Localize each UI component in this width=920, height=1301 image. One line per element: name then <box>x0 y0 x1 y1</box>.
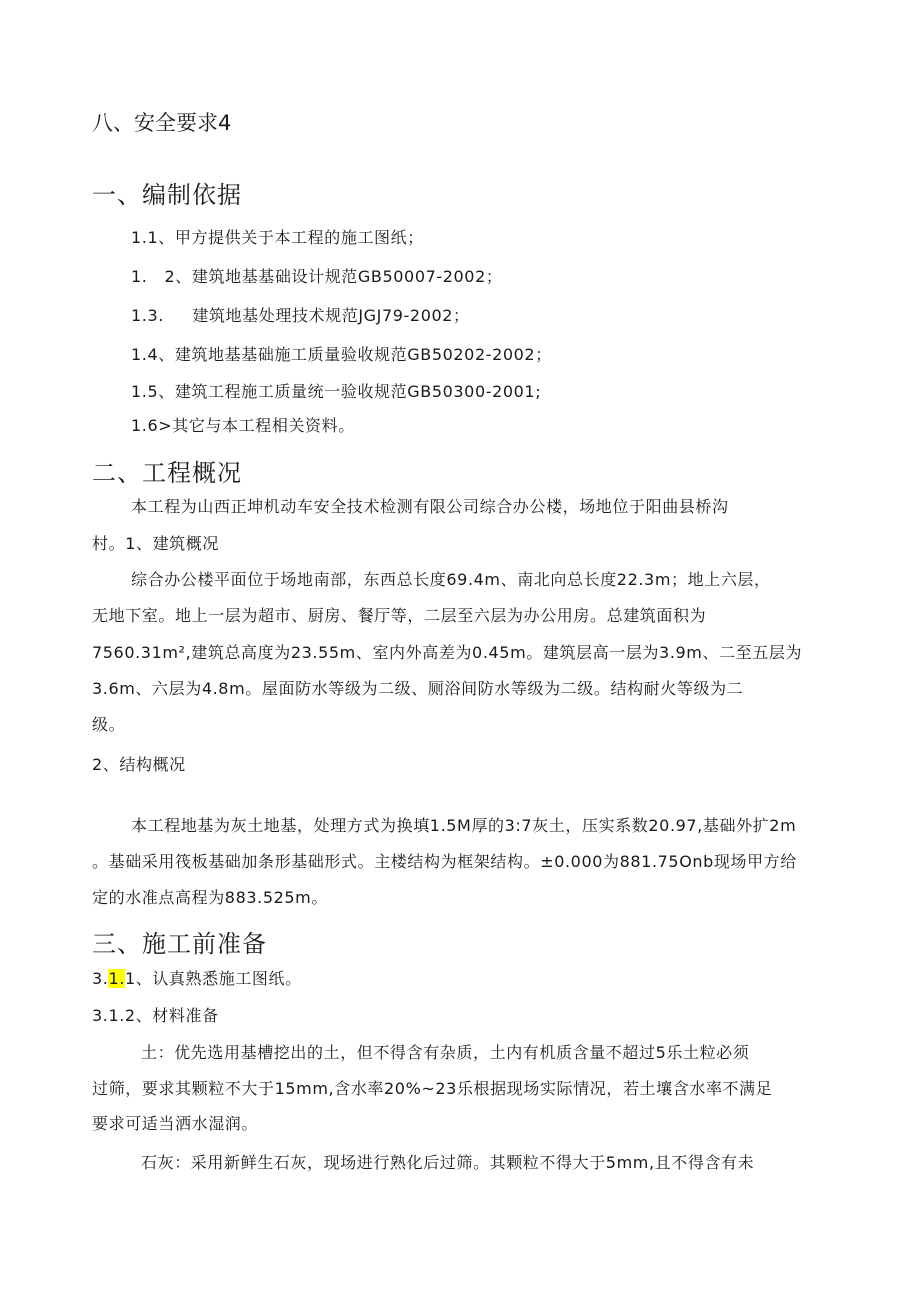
overview-intro-line-1: 本工程为山西正坤机动车安全技术检测有限公司综合办公楼，场地位于阳曲县桥沟 <box>131 497 729 516</box>
section-heading-overview: 二、工程概况 <box>92 459 242 487</box>
soil-paragraph-line-3: 要求可适当洒水湿润。 <box>92 1114 259 1133</box>
toc-item-safety: 八、安全要求4 <box>92 111 232 135</box>
section-heading-basis: 一、编制依据 <box>92 181 242 209</box>
basis-item-2: 1. 2、建筑地基基础设计规范GB50007-2002； <box>131 267 503 286</box>
preparation-item-1-text: 1、认真熟悉施工图纸。 <box>124 969 302 988</box>
basis-item-4: 1.4、建筑地基基础施工质量验收规范GB50202-2002； <box>131 345 552 364</box>
soil-paragraph-line-1: 土：优先选用基槽挖出的土，但不得含有杂质，土内有机质含量不超过5乐土粒必须 <box>141 1043 750 1062</box>
structure-overview-line-1: 本工程地基为灰土地基，处理方式为换填1.5M厚的3:7灰土，压实系数20.97,基础外扩2m <box>131 816 797 835</box>
basis-item-5: 1.5、建筑工程施工质量统一验收规范GB50300-2001; <box>131 382 542 401</box>
structure-overview-heading: 2、结构概况 <box>92 755 186 774</box>
lime-paragraph-line-1: 石灰：采用新鲜生石灰，现场进行熟化后过筛。其颗粒不得大于5mm,且不得含有未 <box>141 1153 755 1172</box>
preparation-item-2: 3.1.2、材料准备 <box>92 1006 219 1025</box>
structure-overview-line-2: 。基础采用筏板基础加条形基础形式。主楼结构为框架结构。±0.000为881.75Onb现场甲方给 <box>92 852 797 871</box>
section-heading-preparation: 三、施工前准备 <box>92 930 267 958</box>
overview-intro-line-2: 村。1、建筑概况 <box>92 534 219 553</box>
building-overview-line-5: 级。 <box>92 715 126 734</box>
basis-item-1: 1.1、甲方提供关于本工程的施工图纸； <box>131 228 424 247</box>
highlighted-text: 1. <box>108 969 125 988</box>
basis-item-6: 1.6>其它与本工程相关资料。 <box>131 416 355 435</box>
building-overview-line-3: 7560.31m²,建筑总高度为23.55m、室内外高差为0.45m。建筑层高一层为3.9m、二至五层为 <box>92 643 803 662</box>
soil-paragraph-line-2: 过筛，要求其颗粒不大于15mm,含水率20%~23乐根据现场实际情况，若土壤含水率不满足 <box>92 1079 773 1098</box>
structure-overview-line-3: 定的水准点高程为883.525m。 <box>92 888 328 907</box>
building-overview-line-4: 3.6m、六层为4.8m。屋面防水等级为二级、厕浴间防水等级为二级。结构耐火等级为二 <box>92 679 744 698</box>
basis-item-3: 1.3. 建筑地基处理技术规范JGJ79-2002； <box>131 306 470 325</box>
preparation-item-1 <box>92 966 302 989</box>
building-overview-line-2: 无地下室。地上一层为超市、厨房、餐厅等，二层至六层为办公用房。总建筑面积为 <box>92 606 707 625</box>
building-overview-line-1: 综合办公楼平面位于场地南部，东西总长度69.4m、南北向总长度22.3m；地上六层， <box>131 570 771 589</box>
preparation-item-1-prefix: 3. <box>92 969 109 988</box>
